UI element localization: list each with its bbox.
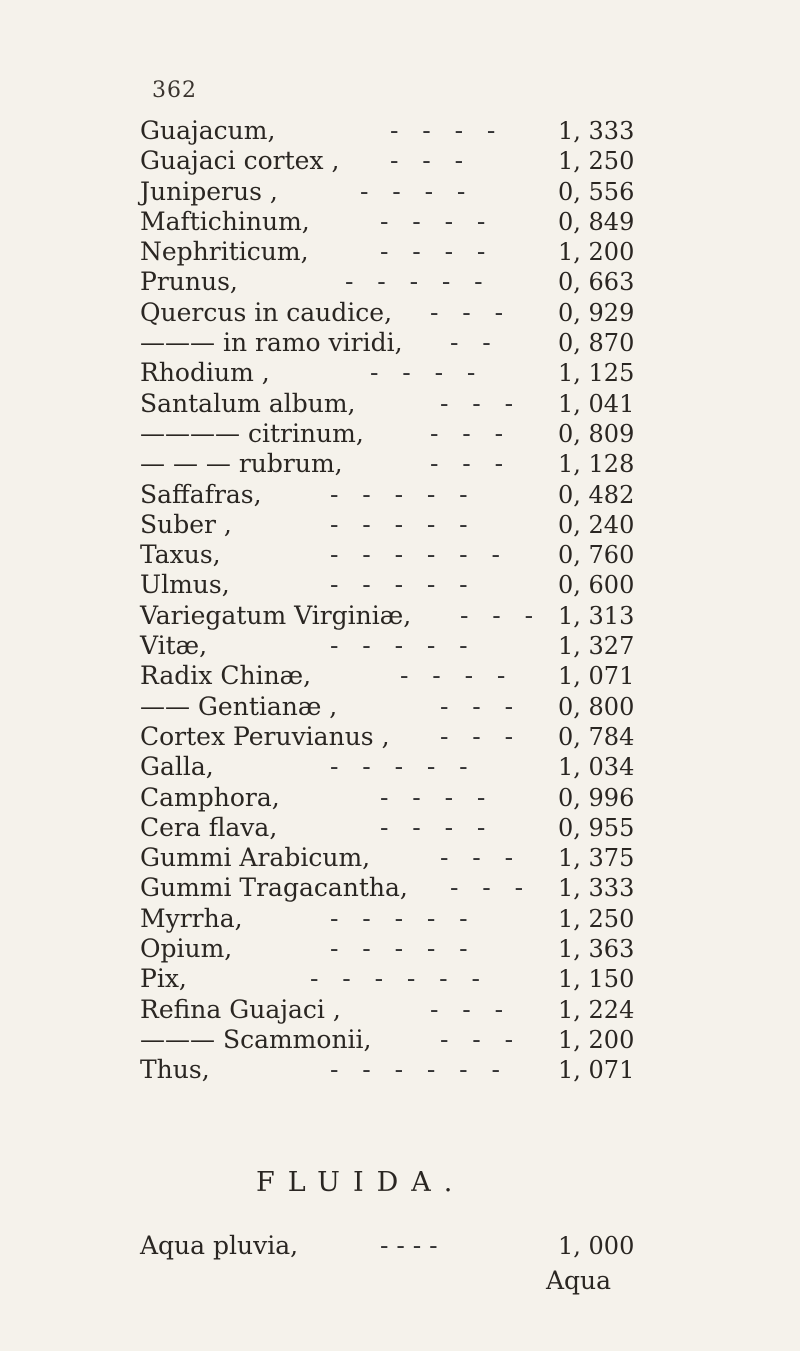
table-row <box>140 904 660 934</box>
table-row <box>140 934 660 964</box>
substance-name: Saffafras, <box>140 479 262 509</box>
leader-dashes: - - - - - <box>330 903 468 933</box>
substance-name: Vitæ, <box>140 631 208 661</box>
specific-gravity-table <box>140 116 660 1086</box>
leader-dashes: - - - <box>450 873 524 903</box>
table-row <box>140 267 660 297</box>
leader-dashes: - - - - - - <box>310 964 480 994</box>
specific-gravity-value: 0, 800 <box>558 692 635 721</box>
table-row <box>140 540 660 570</box>
table-row <box>140 752 660 782</box>
specific-gravity-value: 1, 363 <box>558 935 635 964</box>
table-row <box>140 843 660 873</box>
leader-dashes: - - - <box>430 994 504 1024</box>
table-row <box>140 1055 660 1085</box>
specific-gravity-value: 1, 000 <box>558 1232 635 1260</box>
specific-gravity-value: 1, 150 <box>558 965 635 994</box>
leader-dashes: - - - - - - <box>330 1055 500 1085</box>
substance-name: — — — rubrum, <box>140 449 343 479</box>
substance-name: Radix Chinæ, <box>140 661 312 691</box>
substance-name: Taxus, <box>140 540 221 570</box>
leader-dashes: - - - <box>440 843 514 873</box>
specific-gravity-value: 1, 313 <box>558 601 635 630</box>
leader-dashes: - - - - - <box>330 570 468 600</box>
table-row <box>140 722 660 752</box>
leader-dashes: - - - - <box>380 1231 438 1260</box>
specific-gravity-value: 1, 224 <box>558 995 635 1024</box>
table-row <box>140 389 660 419</box>
section-title-fluida: FLUIDA. <box>256 1167 466 1198</box>
table-row <box>140 116 660 146</box>
table-row <box>140 873 660 903</box>
leader-dashes: - - - <box>440 721 514 751</box>
substance-name: Refina Guajaci , <box>140 994 341 1024</box>
leader-dashes: - - - <box>440 1024 514 1054</box>
substance-name: Juniperus , <box>140 176 278 206</box>
specific-gravity-value: 0, 809 <box>558 419 635 448</box>
specific-gravity-value: 1, 071 <box>558 1056 635 1085</box>
leader-dashes: - - - - <box>390 116 496 145</box>
substance-name: ——— Scammonii, <box>140 1024 372 1054</box>
specific-gravity-value: 0, 849 <box>558 207 635 236</box>
substance-name: Pix, <box>140 964 187 994</box>
table-row <box>140 661 660 691</box>
leader-dashes: - - - <box>430 449 504 479</box>
specific-gravity-value: 0, 784 <box>558 722 635 751</box>
leader-dashes: - - - - <box>380 206 486 236</box>
substance-name: Variegatum Virginiæ, <box>140 600 412 630</box>
substance-name: Galla, <box>140 752 214 782</box>
leader-dashes: - - - - - <box>330 934 468 964</box>
substance-name: Opium, <box>140 934 233 964</box>
table-row <box>140 419 660 449</box>
table-row <box>140 146 660 176</box>
leader-dashes: - - - <box>430 418 504 448</box>
leader-dashes: - - - <box>440 388 514 418</box>
specific-gravity-value: 1, 041 <box>558 389 635 418</box>
table-row <box>140 692 660 722</box>
specific-gravity-value: 0, 240 <box>558 510 635 539</box>
specific-gravity-value: 0, 663 <box>558 268 635 297</box>
specific-gravity-value: 0, 600 <box>558 571 635 600</box>
specific-gravity-value: 1, 034 <box>558 753 635 782</box>
leader-dashes: - - - - <box>370 358 476 388</box>
substance-name: ——— in ramo viridi, <box>140 328 403 358</box>
substance-name: Ulmus, <box>140 570 230 600</box>
substance-name: Cera flava, <box>140 812 278 842</box>
leader-dashes: - - - - - <box>330 509 468 539</box>
page-number: 362 <box>152 78 197 103</box>
table-row <box>140 783 660 813</box>
substance-name: Suber , <box>140 509 232 539</box>
table-row <box>140 480 660 510</box>
substance-name: Prunus, <box>140 267 238 297</box>
specific-gravity-value: 0, 482 <box>558 480 635 509</box>
table-row <box>140 1230 660 1262</box>
specific-gravity-value: 1, 327 <box>558 632 635 661</box>
table-row <box>140 813 660 843</box>
substance-name: Santalum album, <box>140 388 356 418</box>
specific-gravity-value: 0, 870 <box>558 329 635 358</box>
table-row <box>140 601 660 631</box>
table-row <box>140 510 660 540</box>
substance-name: Aqua pluvia, <box>140 1231 299 1260</box>
specific-gravity-value: 1, 333 <box>558 117 635 145</box>
specific-gravity-value: 1, 333 <box>558 874 635 903</box>
table-row <box>140 298 660 328</box>
specific-gravity-value: 0, 556 <box>558 177 635 206</box>
specific-gravity-value: 1, 375 <box>558 844 635 873</box>
specific-gravity-value: 1, 200 <box>558 1025 635 1054</box>
leader-dashes: - - - - <box>400 661 506 691</box>
leader-dashes: - - - <box>440 691 514 721</box>
table-row <box>140 570 660 600</box>
catchword: Aqua <box>546 1266 612 1295</box>
table-row <box>140 328 660 358</box>
substance-name: ———— citrinum, <box>140 418 364 448</box>
leader-dashes: - - - - <box>380 812 486 842</box>
table-row <box>140 631 660 661</box>
substance-name: Nephriticum, <box>140 237 309 267</box>
specific-gravity-value: 1, 071 <box>558 662 635 691</box>
specific-gravity-value: 0, 955 <box>558 813 635 842</box>
substance-name: Camphora, <box>140 782 280 812</box>
specific-gravity-value: 1, 125 <box>558 359 635 388</box>
substance-name: Gummi Tragacantha, <box>140 873 408 903</box>
specific-gravity-value: 1, 200 <box>558 238 635 267</box>
leader-dashes: - - - - - <box>330 752 468 782</box>
substance-name: Quercus in caudice, <box>140 297 393 327</box>
specific-gravity-value: 1, 250 <box>558 904 635 933</box>
leader-dashes: - - - - <box>380 782 486 812</box>
leader-dashes: - - - - - - <box>330 540 500 570</box>
leader-dashes: - - - - - <box>345 267 483 297</box>
substance-name: Guajacum, <box>140 116 276 145</box>
substance-name: Cortex Peruvianus , <box>140 721 390 751</box>
leader-dashes: - - - - - <box>330 479 468 509</box>
table-row <box>140 358 660 388</box>
leader-dashes: - - - - <box>380 237 486 267</box>
leader-dashes: - - - <box>390 146 464 176</box>
table-row <box>140 237 660 267</box>
leader-dashes: - - - <box>460 600 534 630</box>
leader-dashes: - - - <box>430 297 504 327</box>
table-row <box>140 177 660 207</box>
substance-name: Myrrha, <box>140 903 243 933</box>
table-row <box>140 964 660 994</box>
table-row <box>140 995 660 1025</box>
leader-dashes: - - - - - <box>330 631 468 661</box>
leader-dashes: - - <box>450 328 491 358</box>
specific-gravity-value: 0, 996 <box>558 783 635 812</box>
substance-name: Thus, <box>140 1055 210 1085</box>
substance-name: —— Gentianæ , <box>140 691 338 721</box>
table-row <box>140 1025 660 1055</box>
specific-gravity-value: 1, 250 <box>558 147 635 176</box>
table-row <box>140 207 660 237</box>
substance-name: Guajaci cortex , <box>140 146 340 176</box>
specific-gravity-value: 1, 128 <box>558 450 635 479</box>
substance-name: Rhodium , <box>140 358 270 388</box>
specific-gravity-value: 0, 929 <box>558 298 635 327</box>
leader-dashes: - - - - <box>360 176 466 206</box>
specific-gravity-value: 0, 760 <box>558 541 635 570</box>
substance-name: Maftichinum, <box>140 206 310 236</box>
substance-name: Gummi Arabicum, <box>140 843 371 873</box>
table-row <box>140 449 660 479</box>
